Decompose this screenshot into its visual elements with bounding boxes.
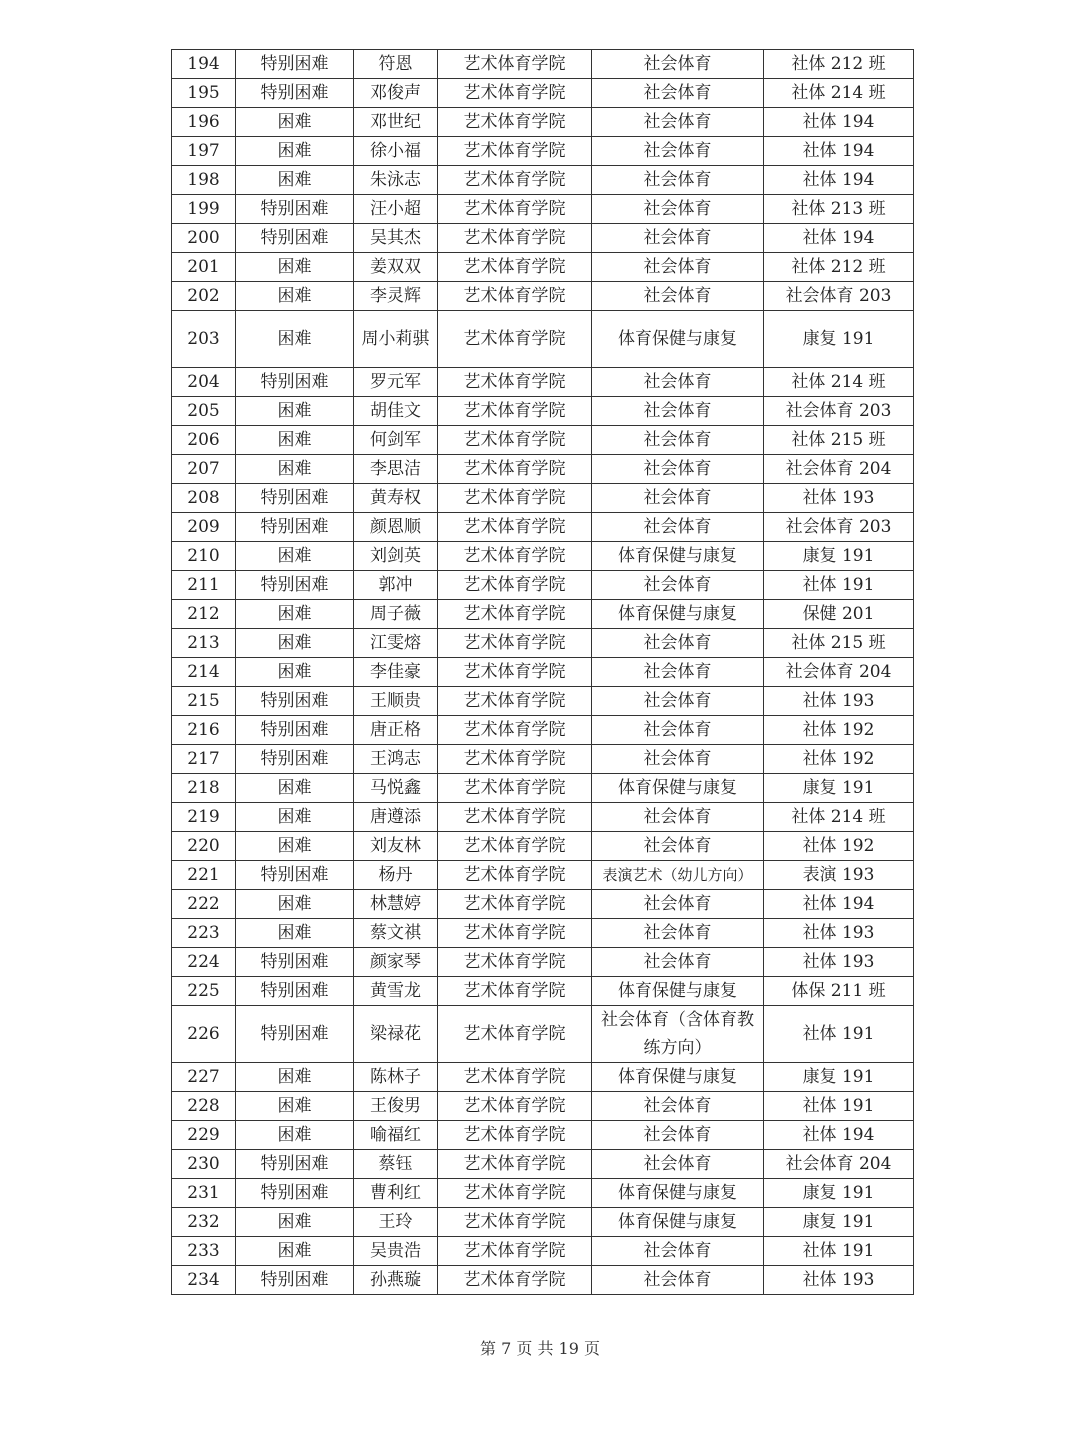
major-cell: 社会体育 xyxy=(592,108,764,137)
class-cell: 康复 191 xyxy=(764,311,914,368)
major-cell: 社会体育 xyxy=(592,803,764,832)
table-row xyxy=(172,311,914,368)
college-cell: 艺术体育学院 xyxy=(438,861,592,890)
student-name-cell: 周小莉骐 xyxy=(354,311,438,368)
college-cell: 艺术体育学院 xyxy=(438,1006,592,1063)
college-cell: 艺术体育学院 xyxy=(438,1150,592,1179)
college-cell: 艺术体育学院 xyxy=(438,1092,592,1121)
table-body xyxy=(172,50,914,1295)
table-row xyxy=(172,600,914,629)
major-cell: 社会体育 xyxy=(592,658,764,687)
class-cell: 康复 191 xyxy=(764,774,914,803)
row-number-cell: 212 xyxy=(172,600,236,629)
major-cell: 体育保健与康复 xyxy=(592,1208,764,1237)
table-row xyxy=(172,542,914,571)
class-cell: 社体 191 xyxy=(764,1092,914,1121)
table-row xyxy=(172,774,914,803)
difficulty-level-cell: 困难 xyxy=(236,1092,354,1121)
table-row xyxy=(172,687,914,716)
row-number-cell: 224 xyxy=(172,948,236,977)
row-number-cell: 221 xyxy=(172,861,236,890)
row-number-cell: 206 xyxy=(172,426,236,455)
student-name-cell: 罗元军 xyxy=(354,368,438,397)
table-row xyxy=(172,1063,914,1092)
college-cell: 艺术体育学院 xyxy=(438,484,592,513)
student-name-cell: 王俊男 xyxy=(354,1092,438,1121)
college-cell: 艺术体育学院 xyxy=(438,79,592,108)
student-name-cell: 李灵辉 xyxy=(354,282,438,311)
student-name-cell: 吴贵浩 xyxy=(354,1237,438,1266)
college-cell: 艺术体育学院 xyxy=(438,745,592,774)
class-cell: 社体 193 xyxy=(764,1266,914,1295)
student-name-cell: 江雯熔 xyxy=(354,629,438,658)
class-cell: 康复 191 xyxy=(764,1208,914,1237)
difficulty-level-cell: 特别困难 xyxy=(236,687,354,716)
table-row xyxy=(172,803,914,832)
table-row xyxy=(172,1208,914,1237)
major-cell: 社会体育 xyxy=(592,397,764,426)
row-number-cell: 229 xyxy=(172,1121,236,1150)
major-cell: 社会体育 xyxy=(592,832,764,861)
major-cell: 社会体育 xyxy=(592,137,764,166)
table-row xyxy=(172,253,914,282)
row-number-cell: 196 xyxy=(172,108,236,137)
row-number-cell: 231 xyxy=(172,1179,236,1208)
class-cell: 社会体育 203 xyxy=(764,282,914,311)
difficulty-level-cell: 特别困难 xyxy=(236,948,354,977)
college-cell: 艺术体育学院 xyxy=(438,455,592,484)
row-number-cell: 214 xyxy=(172,658,236,687)
class-cell: 康复 191 xyxy=(764,1179,914,1208)
class-cell: 社体 215 班 xyxy=(764,426,914,455)
table-row xyxy=(172,195,914,224)
class-cell: 社体 191 xyxy=(764,571,914,600)
class-cell: 社体 214 班 xyxy=(764,803,914,832)
row-number-cell: 216 xyxy=(172,716,236,745)
difficulty-level-cell: 困难 xyxy=(236,890,354,919)
difficulty-level-cell: 困难 xyxy=(236,919,354,948)
college-cell: 艺术体育学院 xyxy=(438,629,592,658)
difficulty-level-cell: 困难 xyxy=(236,542,354,571)
major-cell: 社会体育 xyxy=(592,948,764,977)
difficulty-level-cell: 困难 xyxy=(236,1237,354,1266)
row-number-cell: 223 xyxy=(172,919,236,948)
major-cell: 社会体育 xyxy=(592,166,764,195)
major-cell: 社会体育 xyxy=(592,1121,764,1150)
student-name-cell: 蔡钰 xyxy=(354,1150,438,1179)
major-cell: 社会体育 xyxy=(592,484,764,513)
row-number-cell: 199 xyxy=(172,195,236,224)
difficulty-level-cell: 困难 xyxy=(236,1121,354,1150)
student-name-cell: 胡佳文 xyxy=(354,397,438,426)
table-row xyxy=(172,282,914,311)
row-number-cell: 217 xyxy=(172,745,236,774)
student-name-cell: 林慧婷 xyxy=(354,890,438,919)
class-cell: 社体 194 xyxy=(764,1121,914,1150)
difficulty-level-cell: 特别困难 xyxy=(236,1266,354,1295)
class-cell: 社会体育 203 xyxy=(764,397,914,426)
college-cell: 艺术体育学院 xyxy=(438,600,592,629)
class-cell: 社体 193 xyxy=(764,484,914,513)
major-cell: 表演艺术（幼儿方向） xyxy=(592,861,764,890)
student-name-cell: 姜双双 xyxy=(354,253,438,282)
student-name-cell: 杨丹 xyxy=(354,861,438,890)
major-cell: 体育保健与康复 xyxy=(592,1063,764,1092)
class-cell: 康复 191 xyxy=(764,1063,914,1092)
table-row xyxy=(172,1092,914,1121)
student-name-cell: 喻福红 xyxy=(354,1121,438,1150)
difficulty-level-cell: 特别困难 xyxy=(236,716,354,745)
row-number-cell: 205 xyxy=(172,397,236,426)
difficulty-level-cell: 特别困难 xyxy=(236,368,354,397)
college-cell: 艺术体育学院 xyxy=(438,253,592,282)
row-number-cell: 215 xyxy=(172,687,236,716)
difficulty-level-cell: 特别困难 xyxy=(236,50,354,79)
difficulty-level-cell: 困难 xyxy=(236,455,354,484)
student-name-cell: 何剑军 xyxy=(354,426,438,455)
difficulty-level-cell: 困难 xyxy=(236,658,354,687)
college-cell: 艺术体育学院 xyxy=(438,282,592,311)
class-cell: 社会体育 204 xyxy=(764,658,914,687)
class-cell: 康复 191 xyxy=(764,542,914,571)
table-row xyxy=(172,1237,914,1266)
major-cell: 社会体育 xyxy=(592,1150,764,1179)
row-number-cell: 219 xyxy=(172,803,236,832)
row-number-cell: 225 xyxy=(172,977,236,1006)
row-number-cell: 230 xyxy=(172,1150,236,1179)
student-name-cell: 黄寿权 xyxy=(354,484,438,513)
major-cell: 社会体育 xyxy=(592,513,764,542)
college-cell: 艺术体育学院 xyxy=(438,166,592,195)
table-row xyxy=(172,977,914,1006)
row-number-cell: 202 xyxy=(172,282,236,311)
class-cell: 保健 201 xyxy=(764,600,914,629)
class-cell: 体保 211 班 xyxy=(764,977,914,1006)
student-name-cell: 颜家琴 xyxy=(354,948,438,977)
major-cell: 社会体育 xyxy=(592,1266,764,1295)
major-cell: 社会体育 xyxy=(592,1237,764,1266)
difficulty-level-cell: 困难 xyxy=(236,803,354,832)
major-cell: 社会体育（含体育教练方向） xyxy=(592,1006,764,1063)
class-cell: 社体 193 xyxy=(764,919,914,948)
class-cell: 社体 191 xyxy=(764,1006,914,1063)
row-number-cell: 195 xyxy=(172,79,236,108)
class-cell: 社会体育 204 xyxy=(764,455,914,484)
difficulty-level-cell: 特别困难 xyxy=(236,571,354,600)
row-number-cell: 226 xyxy=(172,1006,236,1063)
difficulty-level-cell: 困难 xyxy=(236,774,354,803)
student-name-cell: 李思洁 xyxy=(354,455,438,484)
table-row xyxy=(172,1179,914,1208)
difficulty-level-cell: 困难 xyxy=(236,166,354,195)
student-name-cell: 邓世纪 xyxy=(354,108,438,137)
student-name-cell: 刘友林 xyxy=(354,832,438,861)
college-cell: 艺术体育学院 xyxy=(438,1121,592,1150)
college-cell: 艺术体育学院 xyxy=(438,1237,592,1266)
row-number-cell: 227 xyxy=(172,1063,236,1092)
row-number-cell: 228 xyxy=(172,1092,236,1121)
student-name-cell: 郭冲 xyxy=(354,571,438,600)
class-cell: 表演 193 xyxy=(764,861,914,890)
student-name-cell: 孙燕璇 xyxy=(354,1266,438,1295)
difficulty-level-cell: 特别困难 xyxy=(236,195,354,224)
difficulty-level-cell: 特别困难 xyxy=(236,484,354,513)
student-name-cell: 李佳豪 xyxy=(354,658,438,687)
class-cell: 社体 194 xyxy=(764,890,914,919)
major-cell: 体育保健与康复 xyxy=(592,542,764,571)
major-cell: 社会体育 xyxy=(592,426,764,455)
student-name-cell: 王鸿志 xyxy=(354,745,438,774)
difficulty-level-cell: 特别困难 xyxy=(236,224,354,253)
difficulty-level-cell: 特别困难 xyxy=(236,1006,354,1063)
student-name-cell: 唐正格 xyxy=(354,716,438,745)
class-cell: 社体 212 班 xyxy=(764,50,914,79)
class-cell: 社体 214 班 xyxy=(764,79,914,108)
class-cell: 社体 213 班 xyxy=(764,195,914,224)
class-cell: 社体 193 xyxy=(764,948,914,977)
college-cell: 艺术体育学院 xyxy=(438,571,592,600)
college-cell: 艺术体育学院 xyxy=(438,687,592,716)
page-number: 第 7 页 共 19 页 xyxy=(480,1339,600,1358)
class-cell: 社体 212 班 xyxy=(764,253,914,282)
table-row xyxy=(172,50,914,79)
major-cell: 体育保健与康复 xyxy=(592,774,764,803)
student-name-cell: 王顺贵 xyxy=(354,687,438,716)
table-row xyxy=(172,108,914,137)
difficulty-level-cell: 特别困难 xyxy=(236,861,354,890)
major-cell: 社会体育 xyxy=(592,571,764,600)
row-number-cell: 232 xyxy=(172,1208,236,1237)
student-name-cell: 黄雪龙 xyxy=(354,977,438,1006)
table-row xyxy=(172,79,914,108)
row-number-cell: 198 xyxy=(172,166,236,195)
student-name-cell: 颜恩顺 xyxy=(354,513,438,542)
college-cell: 艺术体育学院 xyxy=(438,195,592,224)
row-number-cell: 207 xyxy=(172,455,236,484)
class-cell: 社体 194 xyxy=(764,166,914,195)
row-number-cell: 220 xyxy=(172,832,236,861)
student-name-cell: 王玲 xyxy=(354,1208,438,1237)
table-row xyxy=(172,658,914,687)
college-cell: 艺术体育学院 xyxy=(438,137,592,166)
row-number-cell: 203 xyxy=(172,311,236,368)
class-cell: 社体 192 xyxy=(764,832,914,861)
student-name-cell: 吴其杰 xyxy=(354,224,438,253)
difficulty-level-cell: 特别困难 xyxy=(236,977,354,1006)
class-cell: 社体 194 xyxy=(764,224,914,253)
table-row xyxy=(172,716,914,745)
class-cell: 社体 192 xyxy=(764,745,914,774)
major-cell: 社会体育 xyxy=(592,716,764,745)
row-number-cell: 209 xyxy=(172,513,236,542)
college-cell: 艺术体育学院 xyxy=(438,1208,592,1237)
table-row xyxy=(172,832,914,861)
college-cell: 艺术体育学院 xyxy=(438,832,592,861)
student-name-cell: 马悦鑫 xyxy=(354,774,438,803)
difficulty-level-cell: 困难 xyxy=(236,600,354,629)
college-cell: 艺术体育学院 xyxy=(438,658,592,687)
major-cell: 社会体育 xyxy=(592,282,764,311)
student-name-cell: 梁禄花 xyxy=(354,1006,438,1063)
student-name-cell: 邓俊声 xyxy=(354,79,438,108)
table-row xyxy=(172,137,914,166)
difficulty-level-cell: 特别困难 xyxy=(236,513,354,542)
student-name-cell: 朱泳志 xyxy=(354,166,438,195)
difficulty-level-cell: 困难 xyxy=(236,253,354,282)
college-cell: 艺术体育学院 xyxy=(438,368,592,397)
college-cell: 艺术体育学院 xyxy=(438,948,592,977)
student-name-cell: 陈林子 xyxy=(354,1063,438,1092)
row-number-cell: 210 xyxy=(172,542,236,571)
table-row xyxy=(172,484,914,513)
table-row xyxy=(172,224,914,253)
major-cell: 社会体育 xyxy=(592,50,764,79)
major-cell: 社会体育 xyxy=(592,253,764,282)
table-row xyxy=(172,1150,914,1179)
row-number-cell: 234 xyxy=(172,1266,236,1295)
difficulty-level-cell: 困难 xyxy=(236,426,354,455)
class-cell: 社体 192 xyxy=(764,716,914,745)
major-cell: 体育保健与康复 xyxy=(592,977,764,1006)
college-cell: 艺术体育学院 xyxy=(438,774,592,803)
row-number-cell: 222 xyxy=(172,890,236,919)
table-row xyxy=(172,1006,914,1063)
major-cell: 社会体育 xyxy=(592,890,764,919)
college-cell: 艺术体育学院 xyxy=(438,716,592,745)
college-cell: 艺术体育学院 xyxy=(438,311,592,368)
table-row xyxy=(172,948,914,977)
difficulty-level-cell: 困难 xyxy=(236,629,354,658)
major-cell: 社会体育 xyxy=(592,195,764,224)
college-cell: 艺术体育学院 xyxy=(438,1266,592,1295)
major-cell: 社会体育 xyxy=(592,919,764,948)
row-number-cell: 211 xyxy=(172,571,236,600)
table-row xyxy=(172,455,914,484)
row-number-cell: 213 xyxy=(172,629,236,658)
major-cell: 社会体育 xyxy=(592,368,764,397)
class-cell: 社体 215 班 xyxy=(764,629,914,658)
student-name-cell: 徐小福 xyxy=(354,137,438,166)
class-cell: 社体 214 班 xyxy=(764,368,914,397)
student-name-cell: 汪小超 xyxy=(354,195,438,224)
major-cell: 社会体育 xyxy=(592,687,764,716)
major-cell: 社会体育 xyxy=(592,224,764,253)
row-number-cell: 208 xyxy=(172,484,236,513)
difficulty-level-cell: 特别困难 xyxy=(236,79,354,108)
row-number-cell: 201 xyxy=(172,253,236,282)
difficulty-level-cell: 困难 xyxy=(236,832,354,861)
difficulty-level-cell: 特别困难 xyxy=(236,745,354,774)
college-cell: 艺术体育学院 xyxy=(438,1179,592,1208)
difficulty-level-cell: 特别困难 xyxy=(236,1150,354,1179)
table-row xyxy=(172,166,914,195)
class-cell: 社体 191 xyxy=(764,1237,914,1266)
table-row xyxy=(172,861,914,890)
table-row xyxy=(172,745,914,774)
difficulty-level-cell: 困难 xyxy=(236,1208,354,1237)
student-name-cell: 唐遵添 xyxy=(354,803,438,832)
difficulty-level-cell: 困难 xyxy=(236,311,354,368)
college-cell: 艺术体育学院 xyxy=(438,513,592,542)
table-row xyxy=(172,1266,914,1295)
college-cell: 艺术体育学院 xyxy=(438,224,592,253)
student-name-cell: 蔡文祺 xyxy=(354,919,438,948)
student-name-cell: 刘剑英 xyxy=(354,542,438,571)
class-cell: 社体 193 xyxy=(764,687,914,716)
college-cell: 艺术体育学院 xyxy=(438,1063,592,1092)
class-cell: 社体 194 xyxy=(764,137,914,166)
difficulty-level-cell: 困难 xyxy=(236,108,354,137)
difficulty-level-cell: 困难 xyxy=(236,282,354,311)
row-number-cell: 197 xyxy=(172,137,236,166)
difficulty-level-cell: 困难 xyxy=(236,137,354,166)
college-cell: 艺术体育学院 xyxy=(438,977,592,1006)
difficulty-level-cell: 特别困难 xyxy=(236,1179,354,1208)
row-number-cell: 218 xyxy=(172,774,236,803)
major-cell: 社会体育 xyxy=(592,1092,764,1121)
class-cell: 社会体育 204 xyxy=(764,1150,914,1179)
major-cell: 社会体育 xyxy=(592,79,764,108)
table-row xyxy=(172,397,914,426)
college-cell: 艺术体育学院 xyxy=(438,397,592,426)
major-cell: 体育保健与康复 xyxy=(592,311,764,368)
row-number-cell: 233 xyxy=(172,1237,236,1266)
table-row xyxy=(172,629,914,658)
row-number-cell: 200 xyxy=(172,224,236,253)
college-cell: 艺术体育学院 xyxy=(438,426,592,455)
table-row xyxy=(172,368,914,397)
student-aid-table xyxy=(171,49,914,1295)
row-number-cell: 194 xyxy=(172,50,236,79)
college-cell: 艺术体育学院 xyxy=(438,803,592,832)
student-name-cell: 符恩 xyxy=(354,50,438,79)
college-cell: 艺术体育学院 xyxy=(438,890,592,919)
table-row xyxy=(172,919,914,948)
difficulty-level-cell: 困难 xyxy=(236,397,354,426)
table-row xyxy=(172,890,914,919)
major-cell: 社会体育 xyxy=(592,455,764,484)
major-cell: 体育保健与康复 xyxy=(592,600,764,629)
major-cell: 社会体育 xyxy=(592,745,764,774)
table-row xyxy=(172,1121,914,1150)
student-name-cell: 周子薇 xyxy=(354,600,438,629)
table-row xyxy=(172,426,914,455)
class-cell: 社会体育 203 xyxy=(764,513,914,542)
major-cell: 体育保健与康复 xyxy=(592,1179,764,1208)
table-row xyxy=(172,571,914,600)
difficulty-level-cell: 困难 xyxy=(236,1063,354,1092)
major-cell: 社会体育 xyxy=(592,629,764,658)
college-cell: 艺术体育学院 xyxy=(438,50,592,79)
table-row xyxy=(172,513,914,542)
college-cell: 艺术体育学院 xyxy=(438,108,592,137)
row-number-cell: 204 xyxy=(172,368,236,397)
student-name-cell: 曹利红 xyxy=(354,1179,438,1208)
college-cell: 艺术体育学院 xyxy=(438,542,592,571)
college-cell: 艺术体育学院 xyxy=(438,919,592,948)
class-cell: 社体 194 xyxy=(764,108,914,137)
